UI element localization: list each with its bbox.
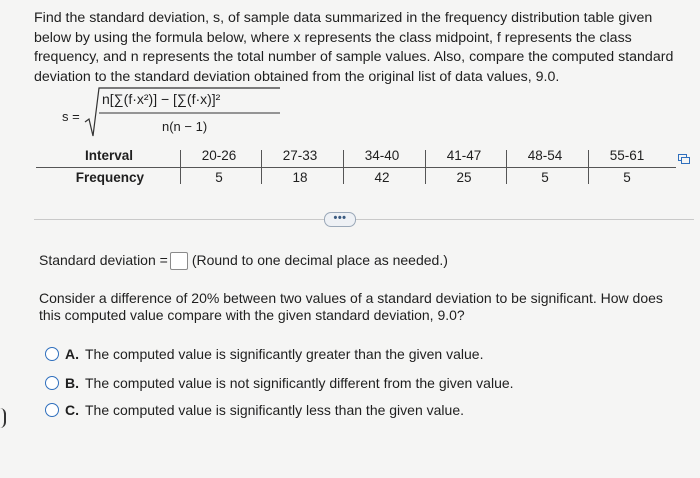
radio-icon[interactable] <box>45 347 59 361</box>
table-divider <box>36 167 676 168</box>
interval-cell: 20-26 <box>201 148 237 163</box>
choice-letter: B. <box>65 375 79 391</box>
choice-letter: C. <box>65 402 79 418</box>
std-dev-formula <box>62 86 292 146</box>
more-icon[interactable]: ••• <box>324 212 356 227</box>
choice-c[interactable] <box>45 402 464 418</box>
col-separator <box>180 150 181 184</box>
formula-numerator: n[∑(f·x²)] − [∑(f·x)]² <box>102 91 221 107</box>
interval-cell: 48-54 <box>527 148 563 163</box>
section-divider <box>34 219 694 220</box>
row-header-frequency: Frequency <box>75 170 144 185</box>
formula-lhs: s = <box>62 109 80 124</box>
rounding-hint: (Round to one decimal place as needed.) <box>191 252 448 268</box>
page-edge-mark <box>0 408 6 428</box>
answer-label: Standard deviation = <box>39 252 168 268</box>
interval-cell: 55-61 <box>609 148 645 163</box>
choice-text: The computed value is significantly less than the given value. <box>85 402 464 418</box>
interval-cell: 34-40 <box>364 148 400 163</box>
col-separator <box>506 150 507 184</box>
radio-icon[interactable] <box>45 376 59 390</box>
choice-b[interactable] <box>45 375 514 391</box>
col-separator <box>343 150 344 184</box>
interval-cell: 27-33 <box>282 148 318 163</box>
interval-cell: 41-47 <box>446 148 482 163</box>
choice-letter: A. <box>65 346 79 362</box>
frequency-cell: 18 <box>292 170 308 185</box>
choice-a[interactable] <box>45 346 483 362</box>
answer-input[interactable] <box>170 252 188 270</box>
formula-denominator: n(n − 1) <box>162 119 208 134</box>
frequency-cell: 5 <box>215 170 223 185</box>
choice-text: The computed value is not significantly different from the given value. <box>85 375 514 391</box>
frequency-table <box>36 146 686 190</box>
radio-icon[interactable] <box>45 403 59 417</box>
frequency-cell: 25 <box>456 170 472 185</box>
frequency-cell: 5 <box>623 170 631 185</box>
answer-row <box>39 252 448 270</box>
col-separator <box>425 150 426 184</box>
comparison-question: Consider a difference of 20% between two values of a standard deviation to be significant. How does this computed value compare with the given standard deviation, 9.0? <box>39 290 663 323</box>
col-separator <box>588 150 589 184</box>
choice-text: The computed value is significantly greater than the given value. <box>85 346 484 362</box>
frequency-cell: 42 <box>374 170 390 185</box>
row-header-interval: Interval <box>84 148 133 163</box>
copy-icon[interactable] <box>678 154 690 164</box>
frequency-cell: 5 <box>541 170 549 185</box>
problem-statement: Find the standard deviation, s, of sample data summarized in the frequency distribution table given below by using the formula below, where x represents the class midpoint, f represents the class frequency, and n represents the total number of sample values. Also, compare the computed standard deviation to the standard deviation obtained from the original list of data values, 9.0. <box>34 10 674 85</box>
col-separator <box>261 150 262 184</box>
